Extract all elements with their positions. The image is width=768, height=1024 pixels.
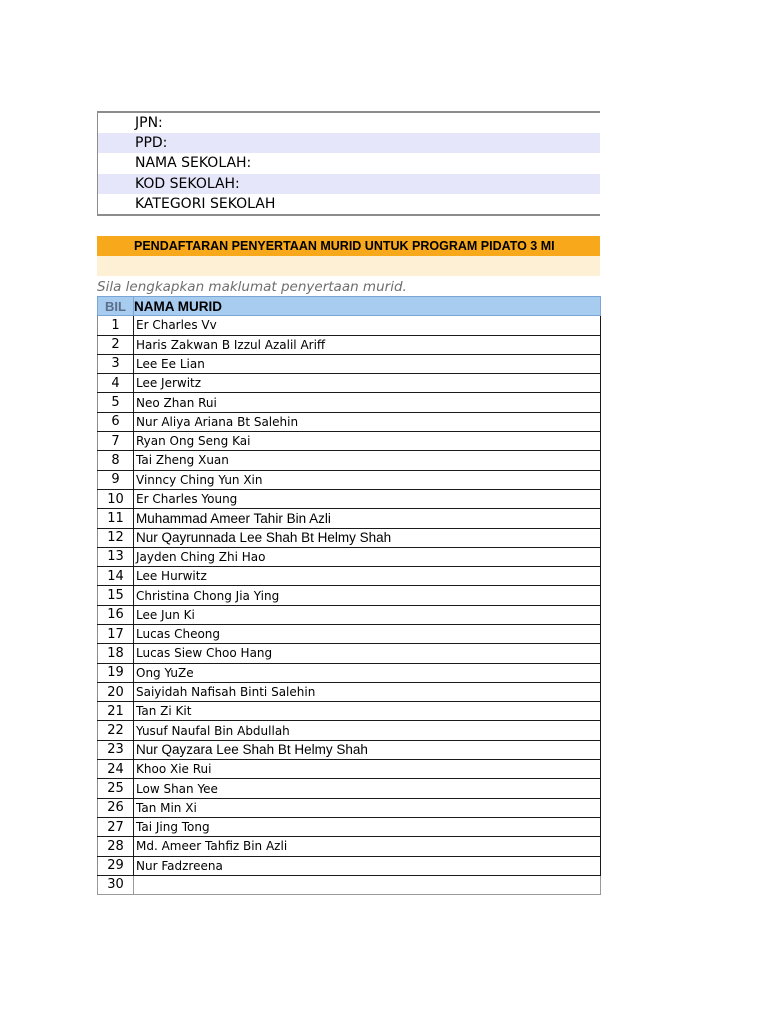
row-number-cell: 8	[98, 451, 134, 470]
row-number-cell: 4	[98, 374, 134, 393]
table-row	[98, 393, 601, 412]
table-row	[98, 528, 601, 547]
student-name-cell[interactable]: Er Charles Vv	[134, 316, 601, 335]
row-number-cell: 16	[98, 605, 134, 624]
table-row	[98, 798, 601, 817]
school-code-label: KOD SEKOLAH:	[98, 174, 600, 194]
student-name-cell[interactable]: Nur Qayzara Lee Shah Bt Helmy Shah	[134, 740, 601, 759]
banner-subrow	[97, 256, 600, 276]
table-row	[98, 779, 601, 798]
table-row	[98, 586, 601, 605]
row-number-cell: 1	[98, 316, 134, 335]
table-row	[98, 316, 601, 335]
student-name-cell[interactable]: Nur Aliya Ariana Bt Salehin	[134, 412, 601, 431]
student-name-cell[interactable]: Vinncy Ching Yun Xin	[134, 470, 601, 489]
row-number-cell: 6	[98, 412, 134, 431]
student-table	[97, 296, 601, 895]
student-name-cell[interactable]: Christina Chong Jia Ying	[134, 586, 601, 605]
table-row	[98, 740, 601, 759]
jpn-label: JPN:	[135, 115, 163, 131]
student-name-cell[interactable]: Tai Jing Tong	[134, 817, 601, 836]
table-row	[98, 451, 601, 470]
row-number-cell: 9	[98, 470, 134, 489]
table-row	[98, 644, 601, 663]
table-header-row	[98, 296, 601, 315]
school-name-label: NAMA SEKOLAH:	[135, 155, 252, 172]
row-number-cell: 2	[98, 335, 134, 354]
student-name-cell[interactable]: Ryan Ong Seng Kai	[134, 432, 601, 451]
table-row	[98, 721, 601, 740]
registration-title-banner: PENDAFTARAN PENYERTAAN MURID UNTUK PROGRAM PIDATO 3 MI	[97, 236, 600, 256]
student-name-cell[interactable]: Jayden Ching Zhi Hao	[134, 547, 601, 566]
row-number-cell: 12	[98, 528, 134, 547]
table-row	[98, 412, 601, 431]
table-row	[98, 509, 601, 528]
student-name-cell[interactable]: Lee Ee Lian	[134, 354, 601, 373]
student-name-cell[interactable]: Lee Hurwitz	[134, 567, 601, 586]
ppd-label: PPD:	[98, 133, 600, 153]
row-number-cell: 24	[98, 760, 134, 779]
row-number-cell: 5	[98, 393, 134, 412]
table-row	[98, 760, 601, 779]
instruction-note: Sila lengkapkan maklumat penyertaan murid.	[97, 278, 407, 295]
row-number-cell: 30	[98, 875, 134, 894]
row-number-cell: 20	[98, 682, 134, 701]
row-number-cell: 27	[98, 817, 134, 836]
student-name-cell[interactable]: Lucas Siew Choo Hang	[134, 644, 601, 663]
row-number-cell: 19	[98, 663, 134, 682]
row-number-cell: 14	[98, 567, 134, 586]
table-row	[98, 624, 601, 643]
row-number-cell: 22	[98, 721, 134, 740]
student-name-cell[interactable]: Tan Zi Kit	[134, 702, 601, 721]
table-row	[98, 567, 601, 586]
school-info-block	[97, 111, 600, 216]
row-number-cell: 15	[98, 586, 134, 605]
row-number-cell: 11	[98, 509, 134, 528]
student-name-cell[interactable]: Yusuf Naufal Bin Abdullah	[134, 721, 601, 740]
student-name-cell[interactable]: Low Shan Yee	[134, 779, 601, 798]
row-number-cell: 10	[98, 489, 134, 508]
row-number-cell: 21	[98, 702, 134, 721]
student-name-cell[interactable]: Muhammad Ameer Tahir Bin Azli	[134, 509, 601, 528]
student-name-cell[interactable]: Lee Jerwitz	[134, 374, 601, 393]
student-name-cell[interactable]: Tai Zheng Xuan	[134, 451, 601, 470]
row-number-cell: 17	[98, 624, 134, 643]
student-name-cell[interactable]	[134, 875, 601, 894]
table-row	[98, 374, 601, 393]
student-name-cell[interactable]: Lee Jun Ki	[134, 605, 601, 624]
table-row	[98, 354, 601, 373]
row-number-cell: 3	[98, 354, 134, 373]
row-number-cell: 18	[98, 644, 134, 663]
table-row	[98, 817, 601, 836]
registration-sheet	[97, 111, 600, 895]
student-name-cell[interactable]: Tan Min Xi	[134, 798, 601, 817]
row-number-cell: 7	[98, 432, 134, 451]
table-row	[98, 837, 601, 856]
student-name-cell[interactable]: Khoo Xie Rui	[134, 760, 601, 779]
table-row	[98, 489, 601, 508]
table-row	[98, 663, 601, 682]
student-name-cell[interactable]: Md. Ameer Tahfiz Bin Azli	[134, 837, 601, 856]
student-name-cell[interactable]: Lucas Cheong	[134, 624, 601, 643]
row-number-cell: 25	[98, 779, 134, 798]
row-number-cell: 13	[98, 547, 134, 566]
table-row	[98, 856, 601, 875]
row-number-cell: 29	[98, 856, 134, 875]
student-name-cell[interactable]: Er Charles Young	[134, 489, 601, 508]
row-number-cell: 28	[98, 837, 134, 856]
table-row	[98, 702, 601, 721]
table-row	[98, 470, 601, 489]
table-row	[98, 547, 601, 566]
table-row	[98, 605, 601, 624]
student-name-cell[interactable]: Nur Fadzreena	[134, 856, 601, 875]
student-name-cell[interactable]: Neo Zhan Rui	[134, 393, 601, 412]
student-name-cell[interactable]: Haris Zakwan B Izzul Azalil Ariff	[134, 335, 601, 354]
bil-header: BIL	[98, 296, 134, 315]
student-name-cell[interactable]: Ong YuZe	[134, 663, 601, 682]
student-name-cell[interactable]: Nur Qayrunnada Lee Shah Bt Helmy Shah	[134, 528, 601, 547]
table-row	[98, 682, 601, 701]
table-row	[98, 875, 601, 894]
school-category-label: KATEGORI SEKOLAH	[135, 195, 276, 212]
table-row	[98, 335, 601, 354]
row-number-cell: 26	[98, 798, 134, 817]
student-name-header: NAMA MURID	[134, 296, 601, 315]
row-number-cell: 23	[98, 740, 134, 759]
table-row	[98, 432, 601, 451]
student-name-cell[interactable]: Saiyidah Nafisah Binti Salehin	[134, 682, 601, 701]
